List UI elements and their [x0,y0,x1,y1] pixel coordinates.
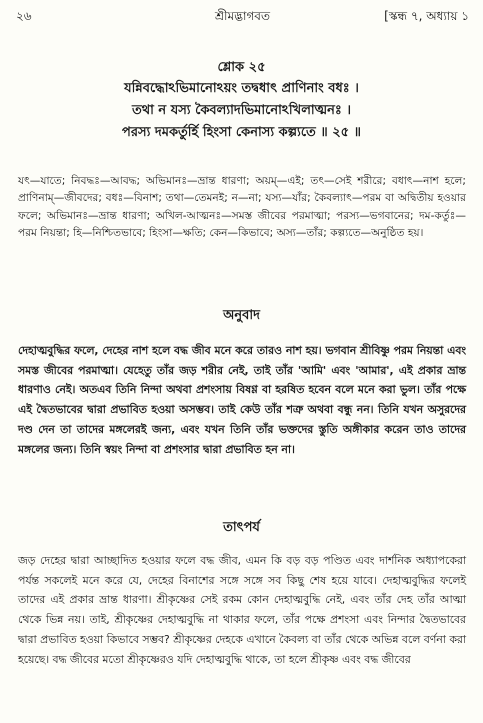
translation-heading: অনুবাদ [223,308,260,323]
verse-line-3: পরস্য দমকর্তুর্হি হিংসা কেনাস্য কল্প্যতে ॥ ২৫ ॥ [122,125,361,140]
running-header [16,8,469,28]
verse-block [0,58,483,144]
verse-label: শ্লোক ২৫ [217,60,266,75]
page-number: ২৬ [16,9,32,23]
synonyms-paragraph: যৎ—যাতে; নিবদ্ধঃ—আবদ্ধ; অভিমানঃ—ভ্রান্ত ধারণা; অয়ম্—এই; তৎ—সেই শরীরে; বধাৎ—নাশ হলে; প্রাণিনাম্—জীবদের; বধঃ—বিনাশ; তথা—তেমনই; ন—না; যস্য—যাঁর; কৈবল্যাৎ—পরম বা অদ্বিতীয় হওয়ার ফলে; অভিমানঃ—ভ্রান্ত ধারণা; অখিল-আত্মনঃ—সমস্ত জীবের পরমাত্মা; পরস্য—ভগবানের; দম-কর্তুঃ—পরম নিয়ন্তা; হি—নিশ্চিতভাবে; হিংসা—ক্ষতি; কেন—কিভাবে; অস্য—তাঁর; কল্প্যতে—অনুষ্ঠিত হয়। [18,174,466,240]
section-reference: [স্কন্ধ ৭, অধ্যায় ১ [384,9,469,23]
translation-paragraph: দেহাত্মবুদ্ধির ফলে, দেহের নাশ হলে বদ্ধ জীব মনে করে তারও নাশ হয়। ভগবান শ্রীবিষ্ণু পরম নিয়ন্তা এবং সমস্ত জীবের পরমাত্মা। যেহেতু তাঁর জড় শরীর নেই, তাই তাঁর 'আমি' এবং 'আমার', এই প্রকার ভ্রান্ত ধারণাও নেই। অতএব তিনি নিন্দা অথবা প্রশংসায় বিষণ্ণ বা হরষিত হবেন বলে মনে করা ভুল। তাঁর পক্ষে এই দ্বৈতভাবের দ্বারা প্রভাবিত হওয়া অসম্ভব। তাই কেউ তাঁর শত্রু অথবা বন্ধু নন। তিনি যখন অসুরদের দণ্ড দেন তা তাদের মঙ্গলেরই জন্য, এবং যখন তিনি তাঁর ভক্তদের স্তুতি অঙ্গীকার করেন তাও তাদের মঙ্গলের জন্য। তিনি স্বয়ং নিন্দা বা প্রশংসার দ্বারা প্রভাবিত হন না। [18,343,466,456]
book-title: শ্রীমদ্ভাগবত [214,9,270,23]
verse-line-1: যন্নিবদ্ধোঽভিমানোঽয়ং তদ্বধাৎ প্রাণিনাং বধঃ । [124,81,359,96]
verse-line-2: তথা ন যস্য কৈবল্যাদভিমানোঽখিলাত্মনঃ । [131,103,352,118]
purport-heading: তাৎপর্য [223,520,260,535]
purport-paragraph: জড় দেহের দ্বারা আচ্ছাদিত হওয়ার ফলে বদ্ধ জীব, এমন কি বড় বড় পণ্ডিত এবং দার্শনিক অধ্যাপকেরা পর্যন্ত সকলেই মনে করে যে, দেহের বিনাশের সঙ্গে সঙ্গে সব কিছু শেষ হয়ে যাবে। দেহাত্মবুদ্ধির ফলেই তাদের এই প্রকার ভ্রান্ত ধারণা। শ্রীকৃষ্ণের সেই রকম কোন দেহাত্মবুদ্ধি নেই, এবং তাঁর দেহ তাঁর আত্মা থেকে ভিন্ন নয়। তাই, শ্রীকৃষ্ণের দেহাত্মবুদ্ধি না থাকার ফলে, তাঁর পক্ষে প্রশংসা এবং নিন্দার দ্বৈতভাবের দ্বারা প্রভাবিত হওয়া কিভাবে সম্ভব? শ্রীকৃষ্ণের দেহকে এখানে কৈবল্য বা তাঁর থেকে অভিন্ন বলে বর্ণনা করা হয়েছে। বদ্ধ জীবের মতো শ্রীকৃষ্ণেরও যদি দেহাত্মবুদ্ধি থাকে, তা হলে শ্রীকৃষ্ণ এবং বদ্ধ জীবের [18,553,466,666]
